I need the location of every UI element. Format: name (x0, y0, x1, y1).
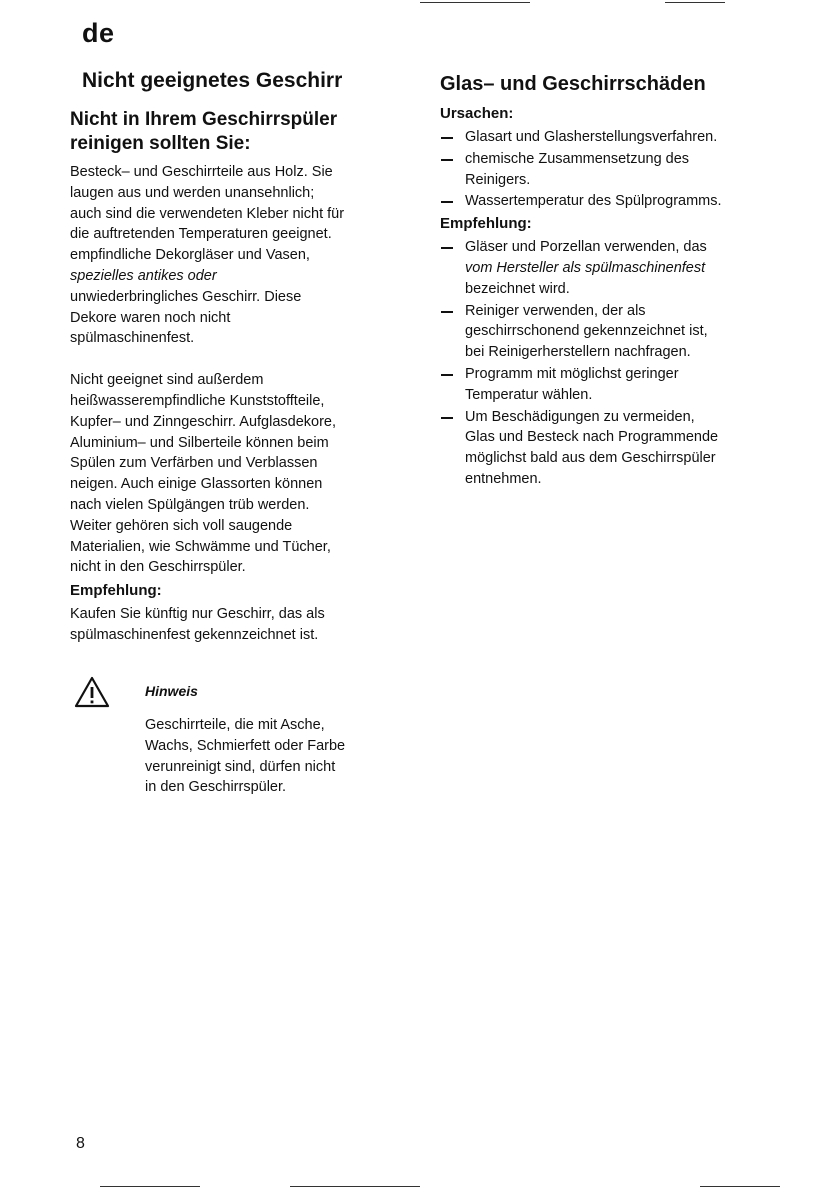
list-item (440, 149, 785, 191)
note-body (145, 715, 405, 798)
text-line: Temperatur wählen. (465, 386, 593, 403)
text-line: Gläser und Porzellan verwenden, das (465, 239, 707, 256)
dash-bullet (441, 137, 453, 139)
list-item (440, 237, 785, 299)
section-title-unsuitable-dishes: Nicht geeignetes Geschirr (82, 69, 343, 92)
subsection-title-line-2: reinigen sollten Sie: (70, 133, 251, 154)
note-title: Hinweis (145, 683, 198, 699)
text-line: bei Reinigerherstellern nachfragen. (465, 344, 691, 361)
text-line: Besteck– und Geschirrteile aus Holz. Sie (70, 164, 333, 180)
text-line: Dekore waren noch nicht (70, 309, 231, 326)
list-item (440, 301, 785, 363)
scan-edge-line (290, 1186, 420, 1187)
text-line: auch sind die verwendeten Kleber nicht für (70, 205, 345, 222)
text-line: Um Beschädigungen zu vermeiden, (465, 408, 695, 425)
text-line: Wachs, Schmierfett oder Farbe (145, 737, 346, 754)
text-line: Kupfer– und Zinngeschirr. Aufglasdekore, (70, 413, 336, 430)
text-line: chemische Zusammensetzung des (465, 150, 690, 167)
left-column (70, 68, 410, 646)
warning-triangle-icon (74, 676, 110, 708)
text-line: geschirrschonend gekennzeichnet ist, (465, 323, 708, 340)
dash-bullet (441, 247, 453, 249)
recommendation-text (70, 604, 410, 646)
list-item (440, 191, 785, 212)
scan-edge-line (420, 2, 530, 3)
text-line-italic: spezielles antikes oder (70, 267, 217, 284)
paragraph-additional-unsuitable (70, 370, 410, 578)
dash-bullet (441, 159, 453, 161)
text-line: Aluminium– und Silberteile können beim (70, 434, 329, 451)
text-line: Glas und Besteck nach Programmende (465, 429, 719, 446)
list-item (440, 364, 785, 406)
text-line: verunreinigt sind, dürfen nicht (145, 758, 336, 775)
text-line: empfindliche Dekorgläser und Vasen, (70, 247, 310, 264)
section-title-glass-damage: Glas– und Geschirrschäden (440, 73, 706, 95)
dash-bullet (441, 201, 453, 203)
text-line: Programm mit möglichst geringer (465, 365, 679, 382)
text-line: Reinigers. (465, 171, 531, 188)
language-code: de (82, 18, 115, 48)
text-line: Glasart und Glasherstellungsverfahren. (465, 129, 718, 145)
text-line: Kaufen Sie künftig nur Geschirr, das als (70, 606, 325, 623)
text-line: Geschirrteile, die mit Asche, (145, 717, 325, 733)
right-column (440, 72, 785, 492)
text-line: Reiniger verwenden, der als (465, 302, 646, 319)
dash-bullet (441, 374, 453, 376)
scan-edge-line (100, 1186, 200, 1187)
scan-edge-line (700, 1186, 780, 1187)
text-line: Nicht geeignet sind außerdem (70, 372, 264, 389)
dash-bullet (441, 417, 453, 419)
text-line: nicht in den Geschirrspüler. (70, 559, 246, 576)
text-line-italic: vom Hersteller als spülmaschinenfest (465, 259, 706, 276)
text-line: spülmaschinenfest gekennzeichnet ist. (70, 626, 319, 643)
causes-list (440, 127, 785, 212)
paragraph-wood-and-decor (70, 162, 410, 349)
text-line: Spülen zum Verfärben und Verblassen (70, 455, 318, 472)
text-line: die auftretenden Temperaturen geeignet. (70, 226, 332, 243)
text-line: Weiter gehören sich voll saugende (70, 517, 293, 534)
recommendation-label: Empfehlung: (70, 582, 162, 600)
dash-bullet (441, 311, 453, 313)
text-line: Materialien, wie Schwämme und Tücher, (70, 538, 331, 555)
recommendation-label: Empfehlung: (440, 215, 532, 233)
text-line: Wassertemperatur des Spülprogramms. (465, 193, 722, 210)
list-item (440, 127, 785, 148)
text-line: heißwasserempfindliche Kunststoffteile, (70, 392, 325, 409)
subsection-title-line-1: Nicht in Ihrem Geschirrspüler (70, 109, 338, 130)
page-number: 8 (76, 1135, 85, 1152)
text-line: bezeichnet wird. (465, 280, 570, 297)
text-line: unwiederbringliches Geschirr. Diese (70, 288, 302, 305)
text-line: nach vielen Spülgängen trüb werden. (70, 496, 310, 513)
text-line: möglichst bald aus dem Geschirrspüler (465, 450, 716, 467)
scan-edge-line (665, 2, 725, 3)
recommendations-list (440, 237, 785, 490)
text-line: in den Geschirrspüler. (145, 779, 287, 796)
list-item (440, 407, 785, 490)
text-line: entnehmen. (465, 470, 542, 487)
subsection-title (70, 108, 410, 156)
text-line: spülmaschinenfest. (70, 330, 195, 347)
causes-label: Ursachen: (440, 105, 514, 122)
text-line: laugen aus und werden unansehnlich; (70, 184, 315, 201)
text-line: neigen. Auch einige Glassorten können (70, 476, 323, 493)
